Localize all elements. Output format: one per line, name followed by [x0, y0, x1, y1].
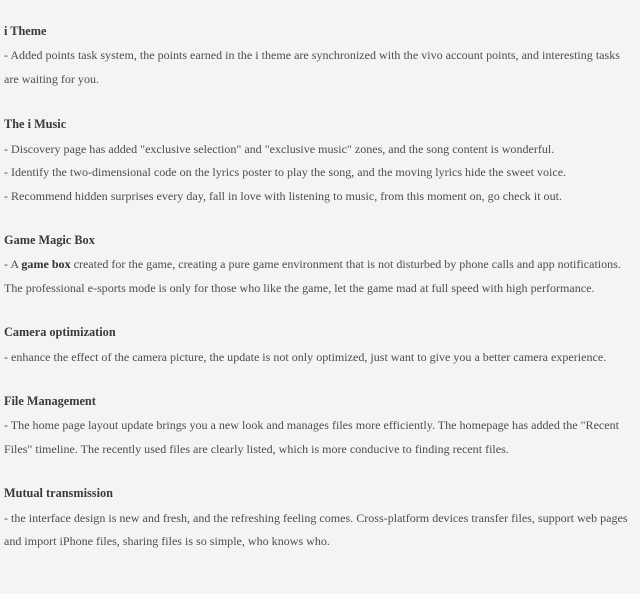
paragraph-bold-term: game box [21, 257, 71, 272]
section-mutual-transmission [4, 484, 634, 553]
section-paragraph: - Discovery page has added "exclusive selection" and "exclusive music" zones, and the song content is wonderful. [4, 141, 555, 156]
section-title: Game Magic Box [4, 233, 95, 248]
section-title: The i Music [4, 117, 67, 132]
paragraph-prefix: - A [4, 257, 22, 272]
section-paragraph: - The home page layout update brings you a new look and manages files more efficiently. The homepage has added the "Recent Files" timeline. The recently used files are clearly listed, which is more conducive to finding recent files. [4, 418, 619, 456]
section-game-magic-box [4, 231, 634, 300]
section-camera-optimization [4, 323, 634, 369]
section-paragraph: - enhance the effect of the camera picture, the update is not only optimized, just want to give you a better camera experience. [4, 349, 607, 364]
section-title: i Theme [4, 24, 47, 38]
section-file-management [4, 392, 634, 461]
section-paragraph: - Added points task system, the points earned in the i theme are synchronized with the vivo account points, and interesting tasks are waiting for you. [4, 48, 620, 86]
paragraph-rest: created for the game, creating a pure game environment that is not disturbed by phone calls and app notifications. The professional e-sports mode is only for those who like the game, let the game mad at full speed with high performance. [4, 257, 621, 295]
section-title: Mutual transmission [4, 486, 113, 501]
section-i-theme [4, 22, 634, 91]
section-paragraph [4, 253, 634, 300]
section-paragraph: - the interface design is new and fresh, and the refreshing feeling comes. Cross-platform devices transfer files, support web pages and import iPhone files, sharing files is so simple, who knows who. [4, 510, 628, 549]
section-title: Camera optimization [4, 325, 116, 340]
section-i-music [4, 115, 634, 208]
section-paragraph: - Identify the two-dimensional code on the lyrics poster to play the song, and the moving lyrics hide the sweet voice. [4, 165, 567, 180]
section-paragraph: - Recommend hidden surprises every day, fall in love with listening to music, from this moment on, go check it out. [4, 188, 562, 203]
section-title: File Management [4, 394, 96, 409]
